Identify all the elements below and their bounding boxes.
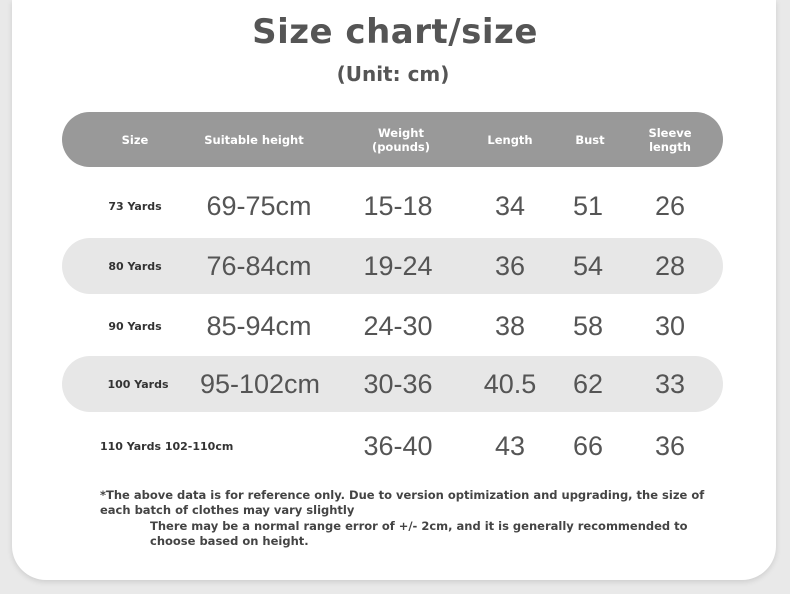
table-row — [62, 356, 723, 412]
disclaimer-note: *The above data is for reference only. Due to version optimization and upgrading, the size of each batch of clothes may vary slightly — [100, 488, 705, 517]
size-cell: 100 Yards — [107, 377, 169, 391]
length-cell: 34 — [494, 190, 526, 221]
weight-cell: 30-36 — [363, 368, 433, 399]
sleeve-cell: 26 — [654, 190, 686, 221]
header-length: Length — [487, 132, 533, 147]
length-cell: 38 — [494, 310, 526, 341]
unit-subtitle: (Unit: cm) — [336, 62, 450, 86]
header-weight: Weight (pounds) — [371, 125, 431, 154]
weight-cell: 24-30 — [363, 310, 433, 341]
size-cell: 90 Yards — [108, 319, 162, 333]
size-cell: 73 Yards — [108, 199, 162, 213]
range-error-note: There may be a normal range error of +/- 2cm, and it is generally recommended to choose based on height. — [150, 519, 688, 548]
weight-cell: 15-18 — [363, 190, 433, 221]
height-cell: 95-102cm — [199, 368, 321, 399]
table-row — [62, 238, 723, 294]
table-row — [62, 178, 723, 234]
page-title: Size chart/size — [252, 12, 538, 52]
sleeve-cell: 33 — [654, 368, 686, 399]
sleeve-cell: 28 — [654, 250, 686, 281]
weight-cell: 36-40 — [363, 430, 433, 461]
size-notes — [100, 488, 710, 549]
length-cell: 43 — [494, 430, 526, 461]
bust-cell: 54 — [572, 250, 604, 281]
table-row — [62, 418, 723, 474]
sleeve-cell: 30 — [654, 310, 686, 341]
bust-cell: 51 — [572, 190, 604, 221]
bust-cell: 66 — [572, 430, 604, 461]
header-bust: Bust — [575, 132, 605, 147]
height-cell: 69-75cm — [206, 190, 312, 221]
height-cell: 85-94cm — [206, 310, 312, 341]
weight-cell: 19-24 — [363, 250, 433, 281]
length-cell: 40.5 — [483, 368, 537, 399]
table-header — [62, 112, 723, 167]
height-cell: 76-84cm — [206, 250, 312, 281]
bust-cell: 58 — [572, 310, 604, 341]
size-cell: 110 Yards 102-110cm — [100, 439, 234, 453]
header-suitable-height: Suitable height — [204, 132, 304, 147]
header-size: Size — [121, 132, 149, 147]
header-sleeve-length: Sleeve length — [648, 125, 692, 154]
table-row — [62, 298, 723, 354]
length-cell: 36 — [494, 250, 526, 281]
sleeve-cell: 36 — [654, 430, 686, 461]
size-cell: 80 Yards — [108, 259, 162, 273]
bust-cell: 62 — [572, 368, 604, 399]
